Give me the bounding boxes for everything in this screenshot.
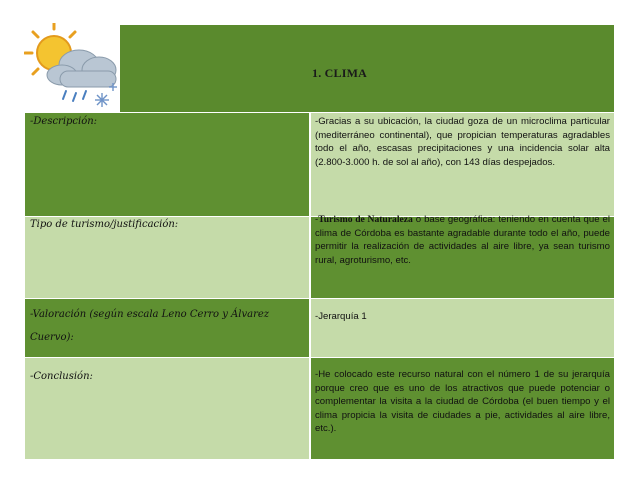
label-cell [25, 217, 309, 298]
value-cell [311, 299, 614, 357]
table-row-valoracion [25, 299, 614, 357]
text-prefix: - [315, 214, 319, 225]
page-title: 1. CLIMA [312, 66, 367, 80]
value-cell [311, 214, 614, 298]
text-strong: Turismo de Naturaleza [318, 214, 413, 225]
clima-card [25, 25, 614, 459]
label-cell [25, 113, 309, 216]
table-row-conclusion [25, 358, 614, 459]
row-text: o base geográfica: teniendo en cuenta que el clima de Córdoba es bastante agradable durante todo el año, puede permitir la realización de actividades al aire libre, ya sean turismo rural, agroturismo, etc. [315, 214, 610, 266]
value-cell [311, 113, 614, 216]
label-cell [25, 358, 309, 459]
row-label: -Conclusión: [30, 371, 93, 382]
table-row-tipo-turismo [25, 214, 614, 298]
row-text: -He colocado este recurso natural con el número 1 de su jerarquía porque creo que es uno de los atractivos que puede potenciar o complementar la visita a la ciudad de Córdoba (el buen tiempo y el clima propicia la visita de ciudades a pie, actividades al aire libre, etc.). [315, 369, 610, 435]
row-text: -Gracias a su ubicación, la ciudad goza de un microclima particular (mediterráneo continental), que propician temperaturas agradables todo el año, escasas precipitaciones y una incidencia solar alta (2.800-3.000 h. de sol al año), con 143 días despejados. [315, 116, 610, 168]
row-text-block [315, 213, 610, 267]
row-text: -Jerarquía 1 [315, 311, 367, 322]
title-row [25, 25, 614, 112]
row-label: -Descripción: [30, 116, 98, 127]
table-row-descripcion [25, 113, 614, 216]
row-label: Tipo de turismo/justificación: [30, 219, 179, 230]
value-cell [311, 358, 614, 459]
row-label-line2: Cuervo): [30, 332, 74, 343]
label-cell [25, 299, 309, 357]
row-label-line1: -Valoración (según escala Leno Cerro y Álvarez [30, 309, 270, 320]
